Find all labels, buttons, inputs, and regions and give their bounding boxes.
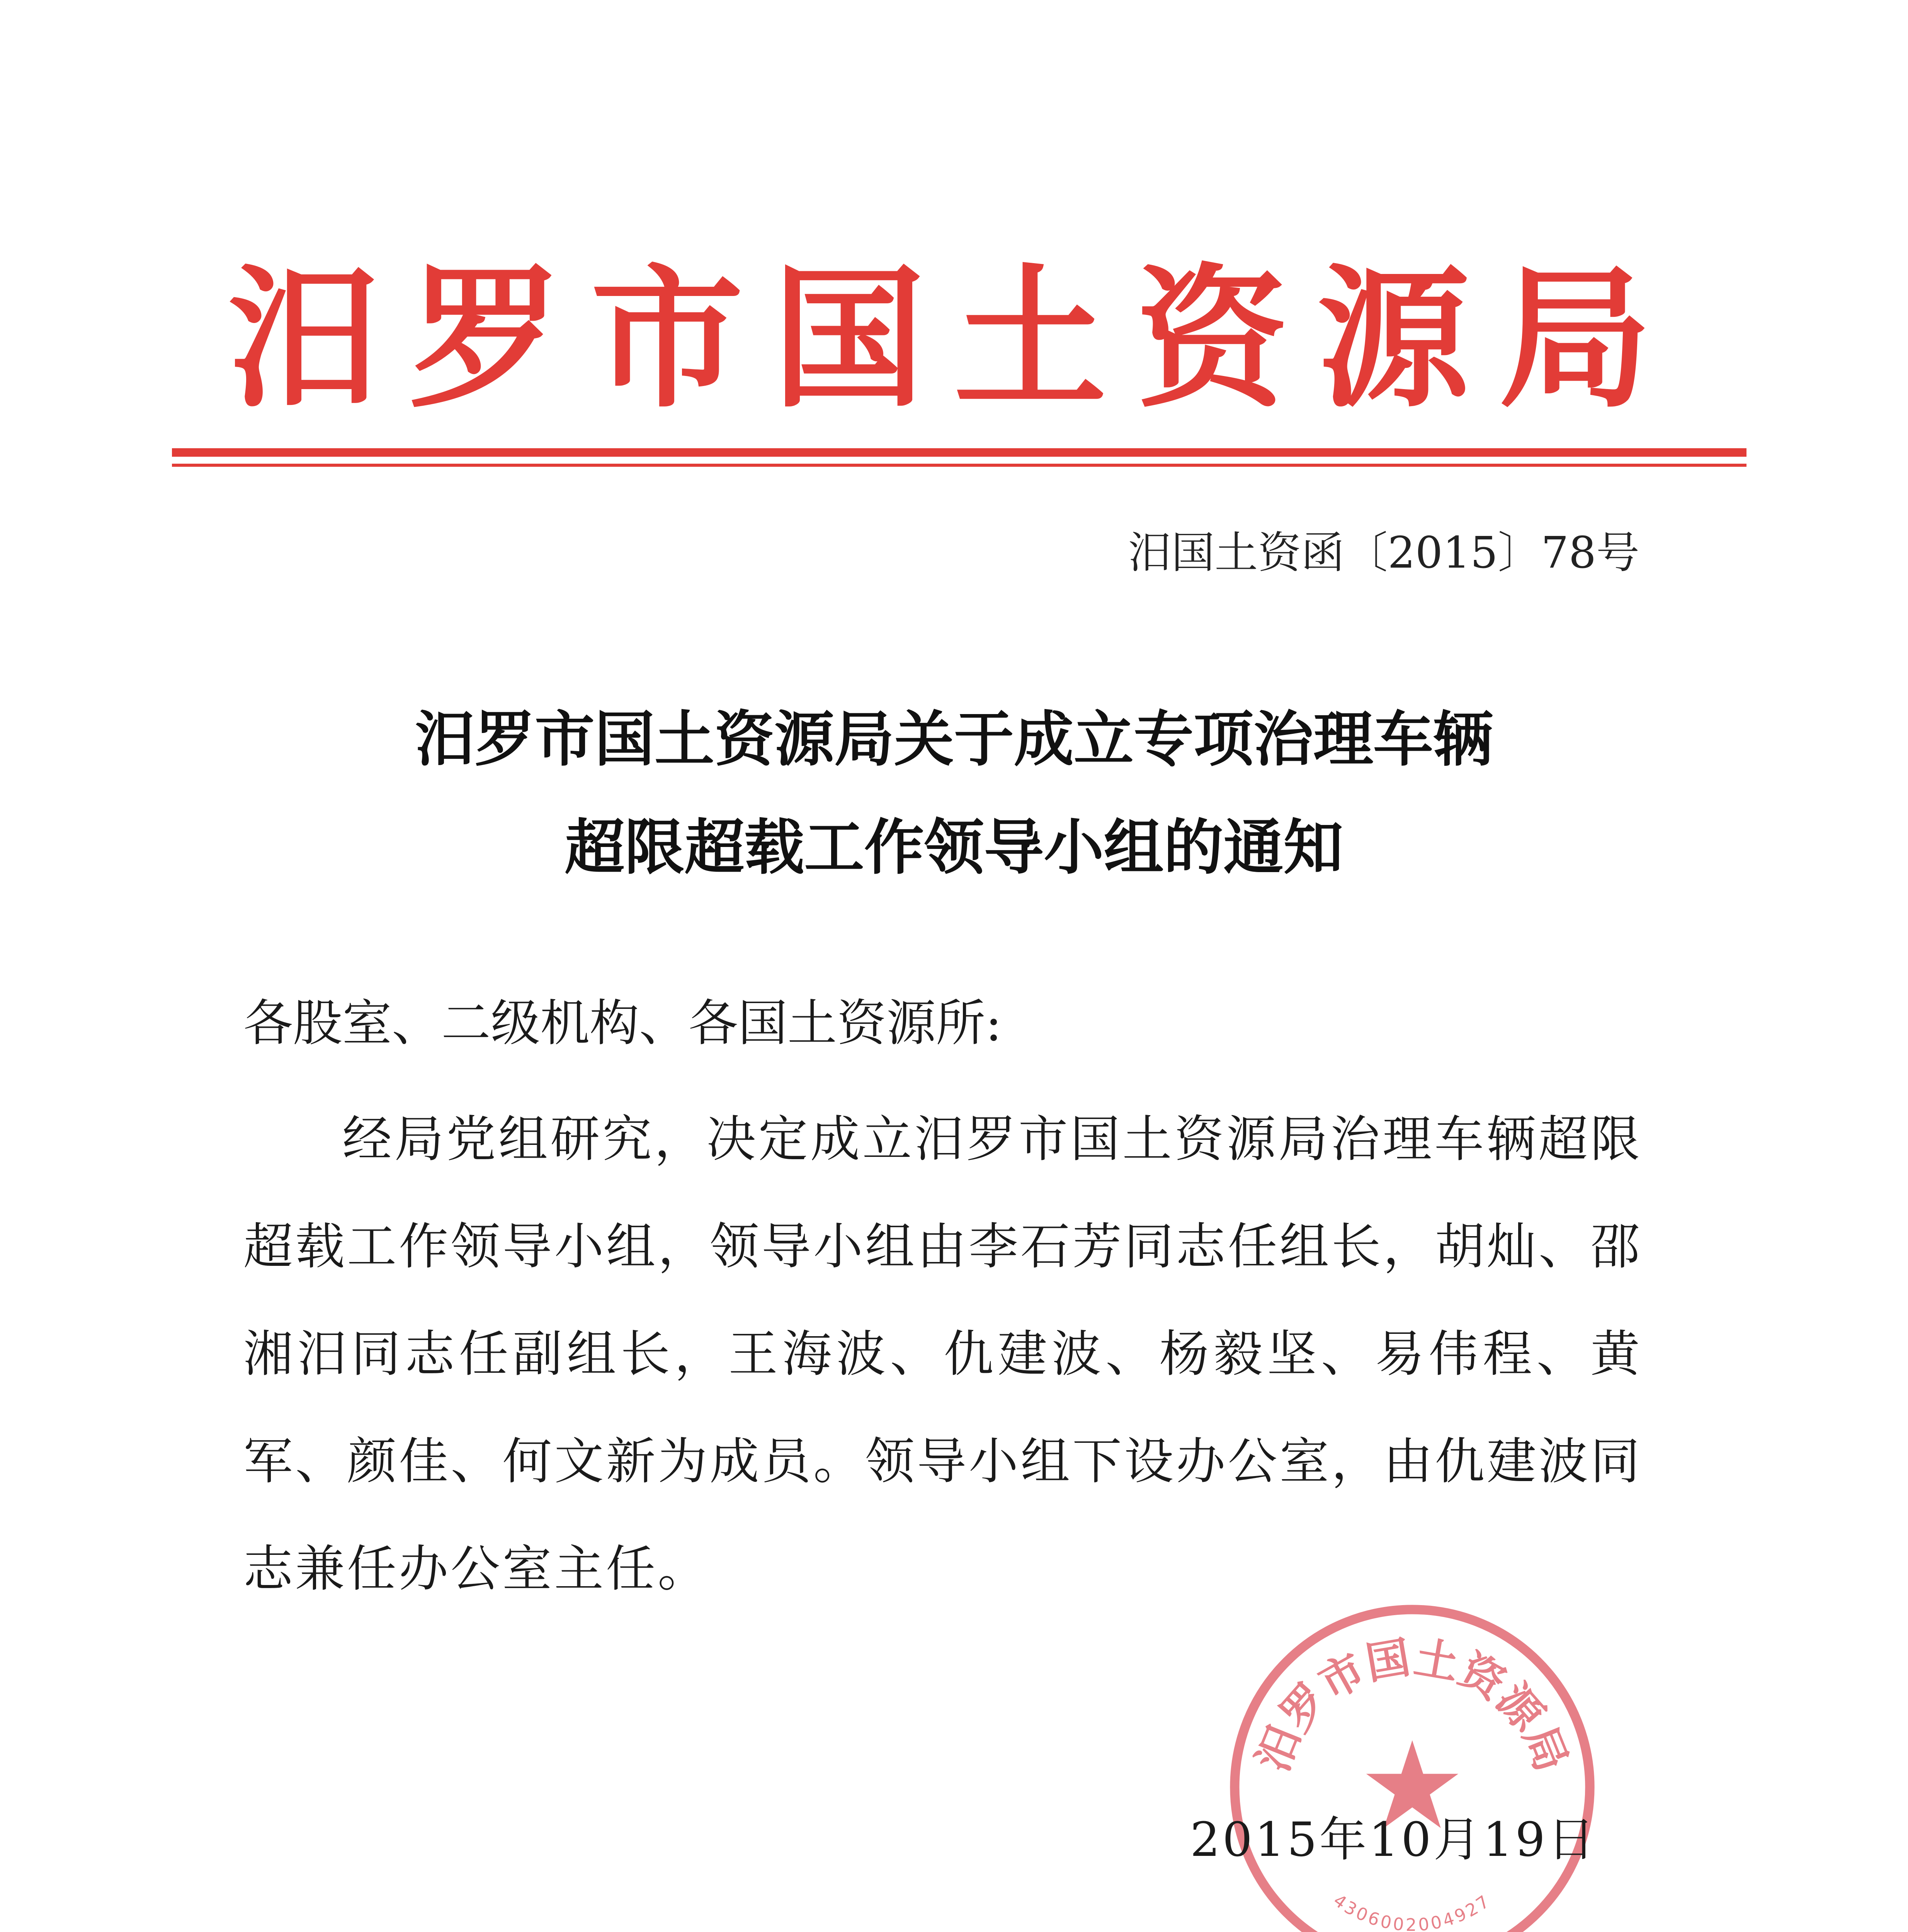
letterhead-title: 汨罗市国土资源局 bbox=[228, 249, 1680, 429]
seal-code: 4306002004927 bbox=[1330, 1890, 1495, 1932]
issue-date: 2015年10月19日 bbox=[1190, 1812, 1597, 1867]
body-paragraph: 经局党组研究，决定成立汨罗市国土资源局治理车辆超限超载工作领导小组，领导小组由李石芳同志任组长，胡灿、邵湘汨同志任副组长，王海波、仇建波、杨毅坚、易伟程、黄军、颜佳、何文新为成员。领导小组下设办公室，由仇建波同志兼任办公室主任。 bbox=[243, 1111, 1642, 1598]
seal-text: 汨罗市国土资源局 bbox=[1247, 1631, 1578, 1779]
document-title-line-1: 汨罗市国土资源局关于成立专项治理车辆 bbox=[415, 704, 1493, 774]
official-seal-icon bbox=[1217, 1592, 1607, 1932]
document-title-line-2: 超限超载工作领导小组的通知 bbox=[565, 812, 1343, 883]
document-number: 汨国土资函〔2015〕78号 bbox=[1128, 528, 1639, 578]
letterhead-rule-thick bbox=[172, 448, 1746, 457]
svg-text:4306002004927 bbox=[1330, 1891, 1495, 1932]
salutation: 各股室、二级机构、各国土资源所: bbox=[243, 995, 1002, 1052]
letterhead-rule-thin bbox=[172, 464, 1746, 467]
